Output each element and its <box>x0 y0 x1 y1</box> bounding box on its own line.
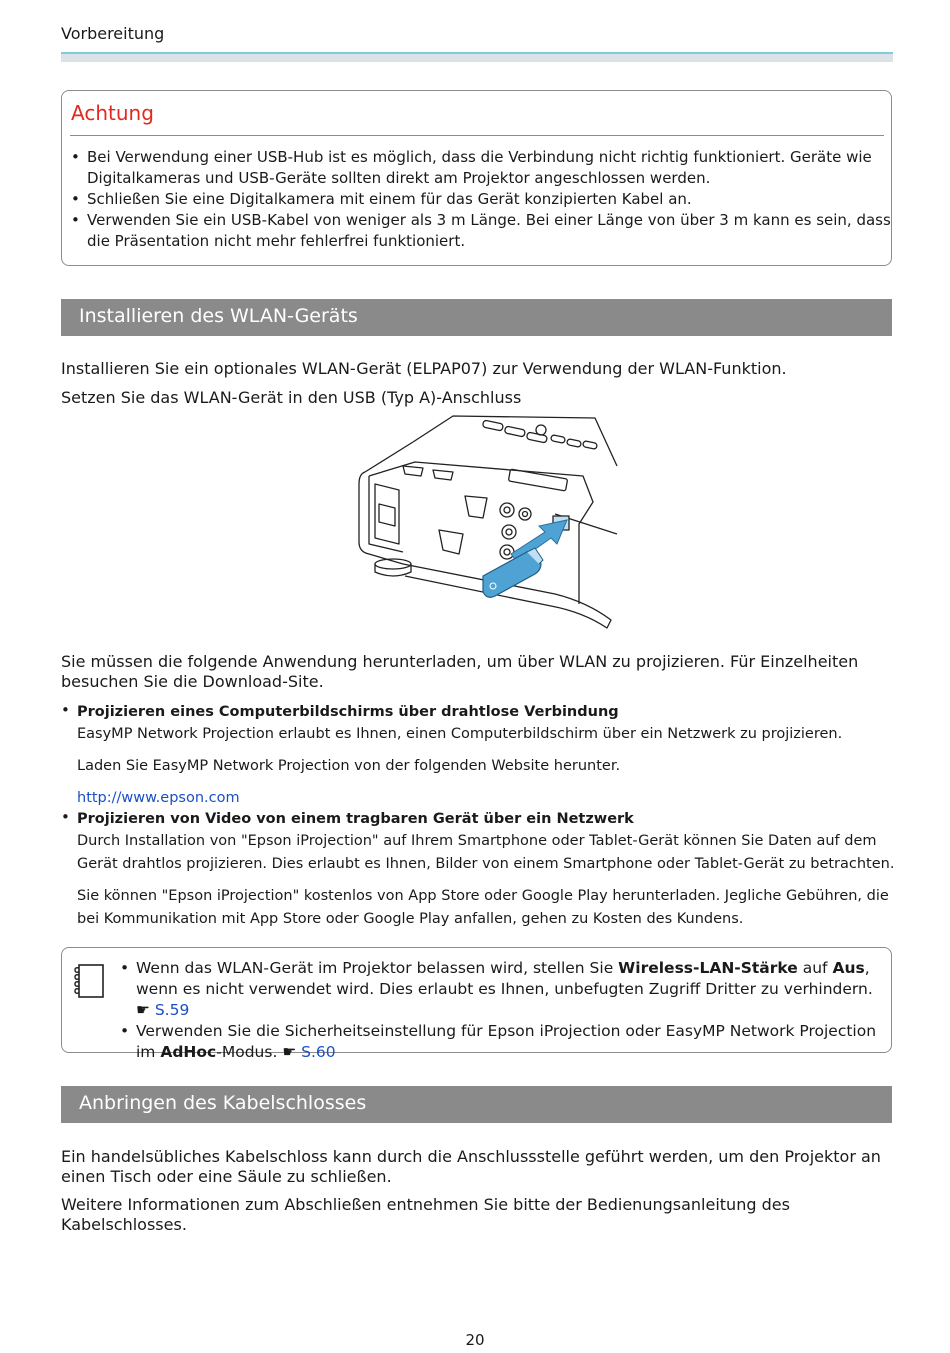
note-text: -Modus. <box>216 1043 278 1061</box>
page-ref-link[interactable]: S.59 <box>154 1001 190 1019</box>
pointer-icon: ☛ <box>282 1043 297 1061</box>
bullet: • <box>71 148 80 166</box>
section-heading-wlan <box>61 299 892 336</box>
wlan-intro-1: Installieren Sie ein optionales WLAN-Gerät (ELPAP07) zur Verwendung der WLAN-Funktion. <box>61 359 787 378</box>
note-text: auf <box>797 959 833 977</box>
note-box <box>61 947 892 1061</box>
bullet: • <box>71 211 80 229</box>
app-heading: Projizieren eines Computerbildschirms über drahtlose Verbindung <box>77 704 619 720</box>
notepad-icon <box>72 962 106 1000</box>
caution-title: Achtung <box>71 101 154 125</box>
cable-lock-para-1: Ein handelsübliches Kabelschloss kann durch die Anschlussstelle geführt werden, um den Projektor an einen Tisch oder eine Säule zu schließen. <box>61 1147 881 1186</box>
cable-lock-para-2: Weitere Informationen zum Abschließen entnehmen Sie bitte der Bedienungsanleitung des Kabelschlosses. <box>61 1195 790 1234</box>
app-download-hint: Laden Sie EasyMP Network Projection von der folgenden Website herunter. <box>77 758 621 774</box>
app-description: Durch Installation von "Epson iProjection" auf Ihrem Smartphone oder Tablet-Gerät können Sie Daten auf dem Gerät drahtlos projizieren. Dies erlaubt es Ihnen, Bilder von einem Smartphone oder Tablet-Gerät zu betrachten. <box>77 833 895 872</box>
setting-value: Aus <box>832 959 865 977</box>
list-item <box>71 147 891 189</box>
bullet: • <box>61 808 70 826</box>
page-header-title: Vorbereitung <box>61 24 165 43</box>
projector-usb-illustration <box>355 414 620 636</box>
app-description: EasyMP Network Projection erlaubt es Ihnen, einen Computerbildschirm über ein Netzwerk zu projizieren. <box>77 726 843 742</box>
epson-website-link[interactable]: http://www.epson.com <box>77 790 240 806</box>
note-list <box>120 958 880 1063</box>
app-heading: Projizieren von Video von einem tragbaren Gerät über ein Netzwerk <box>77 811 634 827</box>
note-text: Verwenden Sie die Sicherheitseinstellung für Epson iProjection oder EasyMP Network Projection im <box>136 1022 877 1061</box>
page-number: 20 <box>465 1331 485 1349</box>
note-text: , wenn es nicht verwendet wird. Dies erlaubt es Ihnen, unbefugten Zugriff Dritter zu verhindern. <box>136 959 873 998</box>
list-item <box>61 701 897 810</box>
section-title: Anbringen des Kabelschlosses <box>79 1092 367 1114</box>
section-title: Installieren des WLAN-Geräts <box>79 305 358 327</box>
page-ref-link[interactable]: S.60 <box>301 1043 336 1061</box>
wlan-intro-2: Setzen Sie das WLAN-Gerät in den USB (Typ A)-Anschluss <box>61 388 522 407</box>
list-item <box>120 1021 880 1063</box>
setting-name: Wireless-LAN-Stärke <box>618 959 798 977</box>
note-text: Wenn das WLAN-Gerät im Projektor belassen wird, stellen Sie <box>136 959 619 977</box>
caution-item-text: Bei Verwendung einer USB-Hub ist es möglich, dass die Verbindung nicht richtig funktioniert. Geräte wie Digitalkameras und USB-Geräte sollten direkt am Projektor angeschlossen werden. <box>87 148 872 187</box>
pointer-icon: ☛ <box>136 1001 150 1019</box>
list-item <box>61 808 897 931</box>
caution-divider <box>70 135 884 136</box>
caution-item-text: Verwenden Sie ein USB-Kabel von weniger als 3 m Länge. Bei einer Länge von über 3 m kann es sein, dass die Präsentation nicht mehr fehlerfrei funktioniert. <box>87 211 891 250</box>
caution-box <box>61 90 892 266</box>
app-pricing-info: Sie können "Epson iProjection" kostenlos von App Store oder Google Play herunterladen. Jegliche Gebühren, die bei Kommunikation mit App Store oder Google Play anfallen, gehen zu Kosten des Kundens. <box>77 888 889 927</box>
section-heading-cable-lock <box>61 1086 892 1123</box>
list-item <box>120 958 880 1021</box>
header-band <box>61 54 893 62</box>
bullet: • <box>71 190 80 208</box>
app-list <box>61 701 897 931</box>
list-item <box>71 189 891 210</box>
list-item <box>71 210 891 252</box>
bullet: • <box>120 1022 130 1040</box>
caution-item-text: Schließen Sie eine Digitalkamera mit einem für das Gerät konzipierten Kabel an. <box>87 190 692 208</box>
caution-list <box>71 147 891 252</box>
download-info: Sie müssen die folgende Anwendung herunterladen, um über WLAN zu projizieren. Für Einzelheiten besuchen Sie die Download-Site. <box>61 652 859 691</box>
bullet: • <box>61 701 70 719</box>
bullet: • <box>120 959 130 977</box>
mode-name: AdHoc <box>160 1043 217 1061</box>
